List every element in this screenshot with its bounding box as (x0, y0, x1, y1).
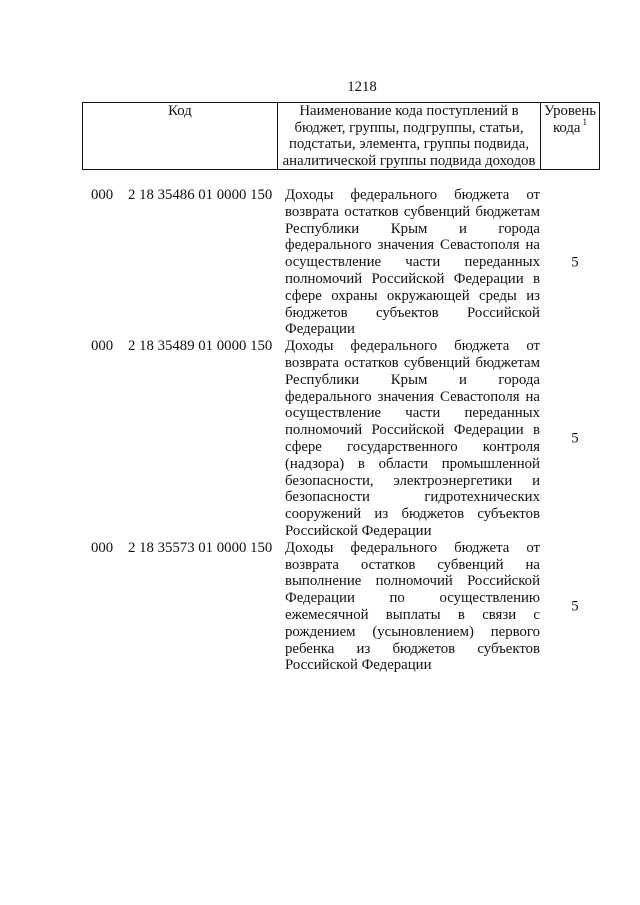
footnote-marker: 1 (582, 116, 587, 127)
income-code: 2 18 35573 01 0000 150 (128, 539, 273, 556)
income-name-line (285, 473, 540, 490)
income-name-word: рождением (285, 623, 356, 640)
income-name-word: первого (490, 623, 540, 640)
income-name-line (285, 573, 540, 590)
income-name-line (285, 389, 540, 406)
income-name-word: сфере (285, 438, 322, 455)
income-name-line (285, 372, 540, 389)
income-name-word: части (405, 254, 441, 271)
income-name-word: области (378, 455, 429, 472)
income-name-word: осуществление (285, 254, 382, 271)
income-name-word: и (532, 472, 540, 489)
income-name-word: по (389, 590, 405, 607)
table-header (82, 102, 600, 170)
income-name-word: государственного (347, 438, 458, 455)
admin-code: 000 (91, 539, 114, 556)
income-name-word: осуществлению (439, 590, 540, 607)
income-name-word: связи (482, 606, 517, 623)
income-name-word: части (405, 405, 441, 422)
income-name-word: сооружений (285, 506, 362, 523)
income-name-line (285, 590, 540, 607)
income-name-word: из (526, 287, 540, 304)
income-name-word: в (357, 455, 365, 472)
table-row (82, 540, 600, 674)
income-name-word: бюджета (454, 187, 510, 203)
income-name-word: электроэнергетики (393, 472, 513, 489)
income-name-word: Республики (285, 371, 360, 388)
income-name-word: остатков (344, 354, 399, 371)
income-name-word: федерального (350, 539, 438, 556)
income-name-line (285, 641, 540, 658)
income-name-word: Севастополя (440, 388, 520, 405)
income-name-word: значения (377, 388, 435, 405)
income-name-word: Доходы (285, 338, 334, 355)
income-name-word: субъектов (477, 506, 540, 523)
header-code-cell (83, 103, 278, 169)
table-body (82, 187, 600, 674)
income-name-line (285, 456, 540, 473)
income-name-word: переданных (464, 254, 540, 271)
income-name-word: в (457, 606, 465, 623)
income-name-word: субвенций (437, 556, 504, 573)
income-name-word: субъектов (376, 304, 439, 321)
income-name-word: сфере (285, 287, 322, 304)
header-name-line: подстатьи, элемента, группы подвида, (288, 136, 530, 153)
income-name-word: из (374, 506, 389, 523)
income-name-word: от (526, 338, 540, 355)
income-name-word: возврата (285, 203, 339, 220)
income-name-word: Крым (390, 371, 428, 388)
income-name-word: на (525, 388, 540, 405)
income-name-word: остатков (360, 556, 416, 573)
income-name-line (285, 271, 540, 288)
income-name-word: от (526, 539, 540, 556)
income-name-word: Федерации (285, 590, 355, 607)
income-name-word: Федерации (453, 422, 524, 439)
income-name-line (285, 624, 540, 641)
income-name-line (285, 607, 540, 624)
income-name-word: бюджета (454, 338, 510, 355)
header-code-label: Код (168, 103, 192, 119)
income-name-word: субвенций (403, 354, 471, 371)
income-name-line (285, 422, 540, 439)
income-name-word: Доходы (285, 187, 334, 203)
income-name-word: бюджетов (392, 640, 456, 657)
code-level: 5 (571, 430, 579, 447)
income-name-word: гидротехнических (424, 489, 540, 506)
income-name-word: на (525, 556, 540, 573)
income-name-word: Российской (371, 270, 445, 287)
header-level-label-2 (541, 116, 599, 137)
header-level-label: Уровень (543, 103, 597, 119)
income-name-word: безопасности, (285, 472, 374, 489)
header-name-line: аналитической группы подвида доходов (282, 152, 536, 169)
income-name-line (285, 355, 540, 372)
income-name-word: Российской (467, 573, 540, 590)
income-name-word: бюджета (454, 539, 510, 556)
income-name-line (285, 221, 540, 238)
income-name-word: федерального (350, 187, 438, 203)
admin-code: 000 (91, 338, 114, 355)
income-name-line: Российской Федерации (285, 657, 432, 674)
income-name-word: среды (479, 287, 517, 304)
income-name-line (285, 557, 540, 574)
income-name-line (285, 305, 540, 322)
income-name-word: Республики (285, 220, 360, 237)
income-name (285, 187, 540, 338)
income-name-line: Российской Федерации (285, 522, 432, 539)
income-name-word: субвенций (403, 203, 471, 220)
income-name-line (285, 405, 540, 422)
income-name-word: возврата (285, 354, 339, 371)
income-name-word: безопасности (285, 489, 370, 506)
income-name-word: Крым (390, 220, 428, 237)
header-name-line: Наименование кода поступлений в (299, 103, 519, 119)
income-code: 2 18 35489 01 0000 150 (128, 338, 273, 355)
income-name-word: полномочий (375, 573, 453, 590)
income-name-line (285, 506, 540, 523)
income-name-word: в (532, 270, 540, 287)
income-name (285, 338, 540, 540)
income-name-word: бюджетов (285, 304, 348, 321)
income-name-line (285, 489, 540, 506)
income-name-word: выполнение (285, 573, 362, 590)
income-name-line (285, 288, 540, 305)
income-code: 2 18 35486 01 0000 150 (128, 187, 273, 203)
income-name-word: города (498, 220, 540, 237)
header-level-cell (541, 103, 599, 169)
income-name-line (285, 540, 540, 557)
income-name-word: федерального (285, 388, 372, 405)
income-name-word: значения (377, 237, 435, 254)
income-name-word: промышленной (441, 455, 540, 472)
income-name-word: возврата (285, 556, 339, 573)
income-name-word: Севастополя (440, 237, 520, 254)
income-name-word: в (532, 422, 540, 439)
income-name (285, 540, 540, 674)
income-name-line (285, 204, 540, 221)
income-name-word: от (526, 187, 540, 203)
income-name-word: на (525, 237, 540, 254)
income-name-line (285, 254, 540, 271)
income-name-word: и (458, 220, 467, 237)
income-name-word: из (356, 640, 371, 657)
page-number: 1218 (347, 79, 377, 95)
income-name-word: бюджетам (475, 203, 540, 220)
income-name-word: города (498, 371, 540, 388)
income-name-word: субъектов (477, 640, 540, 657)
income-name-word: переданных (464, 405, 540, 422)
header-name-cell (278, 103, 541, 169)
income-name-word: ребенка (285, 640, 335, 657)
income-name-word: выплаты (385, 606, 441, 623)
income-name-line (285, 187, 540, 204)
income-name-word: (надзора) (285, 455, 345, 472)
income-name-line: Федерации (285, 321, 355, 338)
admin-code: 000 (91, 187, 114, 203)
table-row (82, 187, 600, 338)
income-name-word: (усыновлением) (372, 623, 474, 640)
income-name-word: Российской (467, 304, 540, 321)
income-name-line (285, 237, 540, 254)
income-name-word: бюджетам (475, 354, 540, 371)
income-name-word: остатков (344, 203, 399, 220)
income-name-word: полномочий (285, 270, 363, 287)
income-name-word: бюджетов (401, 506, 465, 523)
income-name-word: охраны (331, 287, 378, 304)
income-name-word: Федерации (453, 270, 524, 287)
table-row (82, 338, 600, 540)
income-name-line (285, 338, 540, 355)
income-name-word: окружающей (386, 287, 470, 304)
income-name-word: Российской (371, 422, 445, 439)
code-level: 5 (571, 254, 579, 271)
header-level-word: кода (552, 119, 581, 136)
header-name-line: бюджет, группы, подгруппы, статьи, (294, 119, 524, 136)
income-name-word: осуществление (285, 405, 382, 422)
income-name-word: полномочий (285, 422, 363, 439)
income-name-word: федерального (350, 338, 438, 355)
income-name-word: контроля (482, 438, 540, 455)
income-name-word: ежемесячной (285, 606, 369, 623)
income-name-word: с (533, 606, 540, 623)
income-name-word: и (458, 371, 467, 388)
income-name-word: федерального (285, 237, 372, 254)
code-level: 5 (571, 598, 579, 615)
income-name-line (285, 439, 540, 456)
income-name-word: Доходы (285, 539, 334, 556)
